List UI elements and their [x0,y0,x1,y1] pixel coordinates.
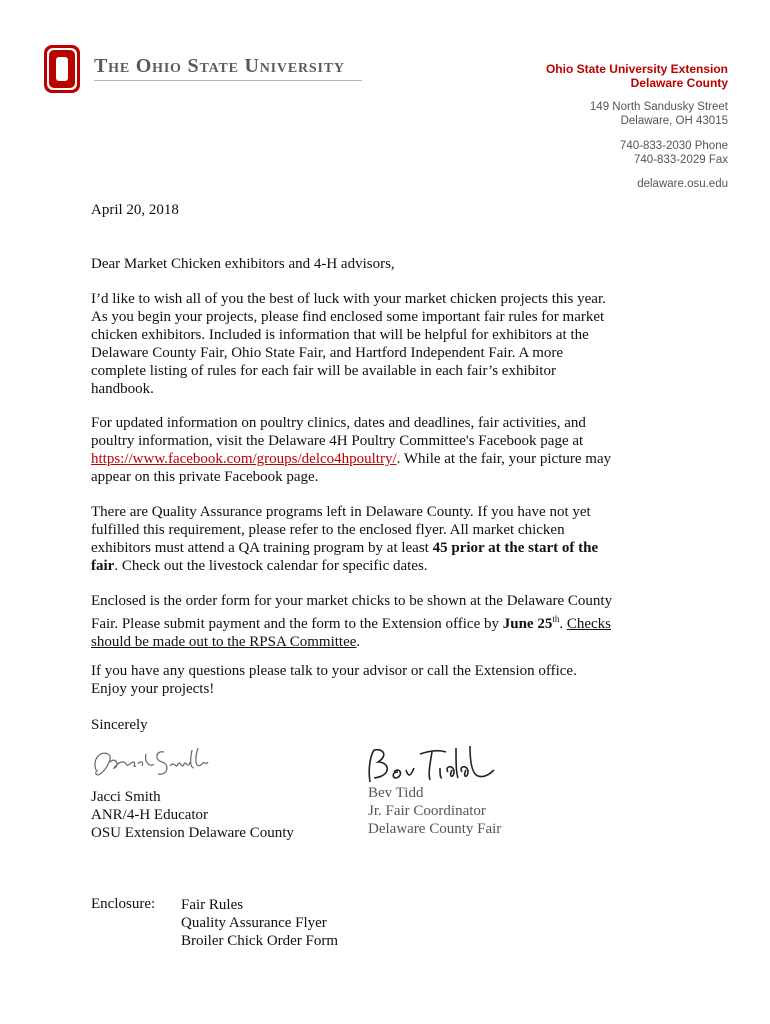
header-divider [94,80,362,81]
signer-right-name: Bev Tidd [368,785,424,801]
qa-deadline: 45 prior at the start of the fair [91,540,599,574]
check-payable-note: Checks should be made out to the RPSA Committee [91,616,612,650]
signer-right-org: Delaware County Fair [368,821,502,837]
order-deadline: June 25 [502,616,553,632]
osu-block-o-logo [44,45,80,93]
signer-left-name: Jacci Smith [91,789,161,805]
paragraph-4-spacer: . [559,616,567,632]
paragraph-3 [91,503,621,575]
address-block [468,100,728,128]
county-name: Delaware County [630,76,728,90]
address-street: 149 North Sandusky Street [589,101,728,113]
paragraph-5-line-1: If you have any questions please talk to your advisor or call the Extension office. [91,663,577,679]
department-name: Ohio State University Extension [545,62,728,76]
phone-number: 740-833-2030 Phone [619,140,728,152]
contact-block [468,139,728,167]
enclosure-label: Enclosure: [91,896,156,912]
facebook-group-link[interactable]: https://www.facebook.com/groups/delco4hpoultry/ [91,451,397,467]
paragraph-2-text-a: For updated information on poultry clinics, dates and deadlines, fair activities, and poultry information, visit the Delaware 4H Poultry Committee's Facebook page at [91,415,586,449]
enclosure-item: Broiler Chick Order Form [181,933,339,949]
signer-right-title: Jr. Fair Coordinator [368,803,486,819]
paragraph-1 [91,290,621,398]
university-name: The Ohio State University [94,55,345,77]
order-deadline-suffix: th [552,614,560,624]
signer-left-title: ANR/4-H Educator [91,807,209,823]
paragraph-5 [91,662,621,698]
address-city: Delaware, OH 43015 [620,115,728,127]
signer-left-org: OSU Extension Delaware County [91,825,294,841]
signature-right [368,784,501,838]
fax-number: 740-833-2029 Fax [634,154,728,166]
paragraph-3-text-a: There are Quality Assurance programs left in Delaware County. If you have not yet fulfilled this requirement, please refer to the enclosed flyer. All market chicken exhibitors must attend a QA training program by at least [91,504,591,556]
paragraph-1-text: I’d like to wish all of you the best of luck with your market chicken projects this year. As you begin your projects, please find enclosed some important fair rules for market chicken exhibitors. Included is information that will be helpful for exhibitors at the Delaware County Fair, Ohio State Fair, and Hartford Independent Fair. A more complete listing of rules for each fair will be available in each fair’s exhibitor handbook. [91,291,606,397]
letter-date: April 20, 2018 [91,202,179,218]
signature-left [91,788,294,842]
enclosure-item: Quality Assurance Flyer [181,915,327,931]
website-block [468,177,728,191]
paragraph-2 [91,414,621,486]
website-url: delaware.osu.edu [637,178,728,190]
enclosure-list [181,896,338,950]
closing: Sincerely [91,717,148,733]
salutation: Dear Market Chicken exhibitors and 4-H advisors, [91,256,395,272]
enclosure-item: Fair Rules [181,897,244,913]
paragraph-4 [91,592,621,651]
paragraph-3-text-b: . Check out the livestock calendar for specific dates. [114,558,428,574]
bev-tidd-signature [362,742,502,790]
paragraph-2-text-b: . While at the fair, your picture may appear on this private Facebook page. [91,451,612,485]
paragraph-5-line-2: Enjoy your projects! [91,681,215,697]
jacci-smith-signature [90,740,220,786]
paragraph-4-text-a: Enclosed is the order form for your market chicks to be shown at the Delaware County Fair. Please submit payment and the form to the Extension office by [91,593,613,632]
paragraph-4-end: . [356,634,361,650]
department-block [468,62,728,90]
